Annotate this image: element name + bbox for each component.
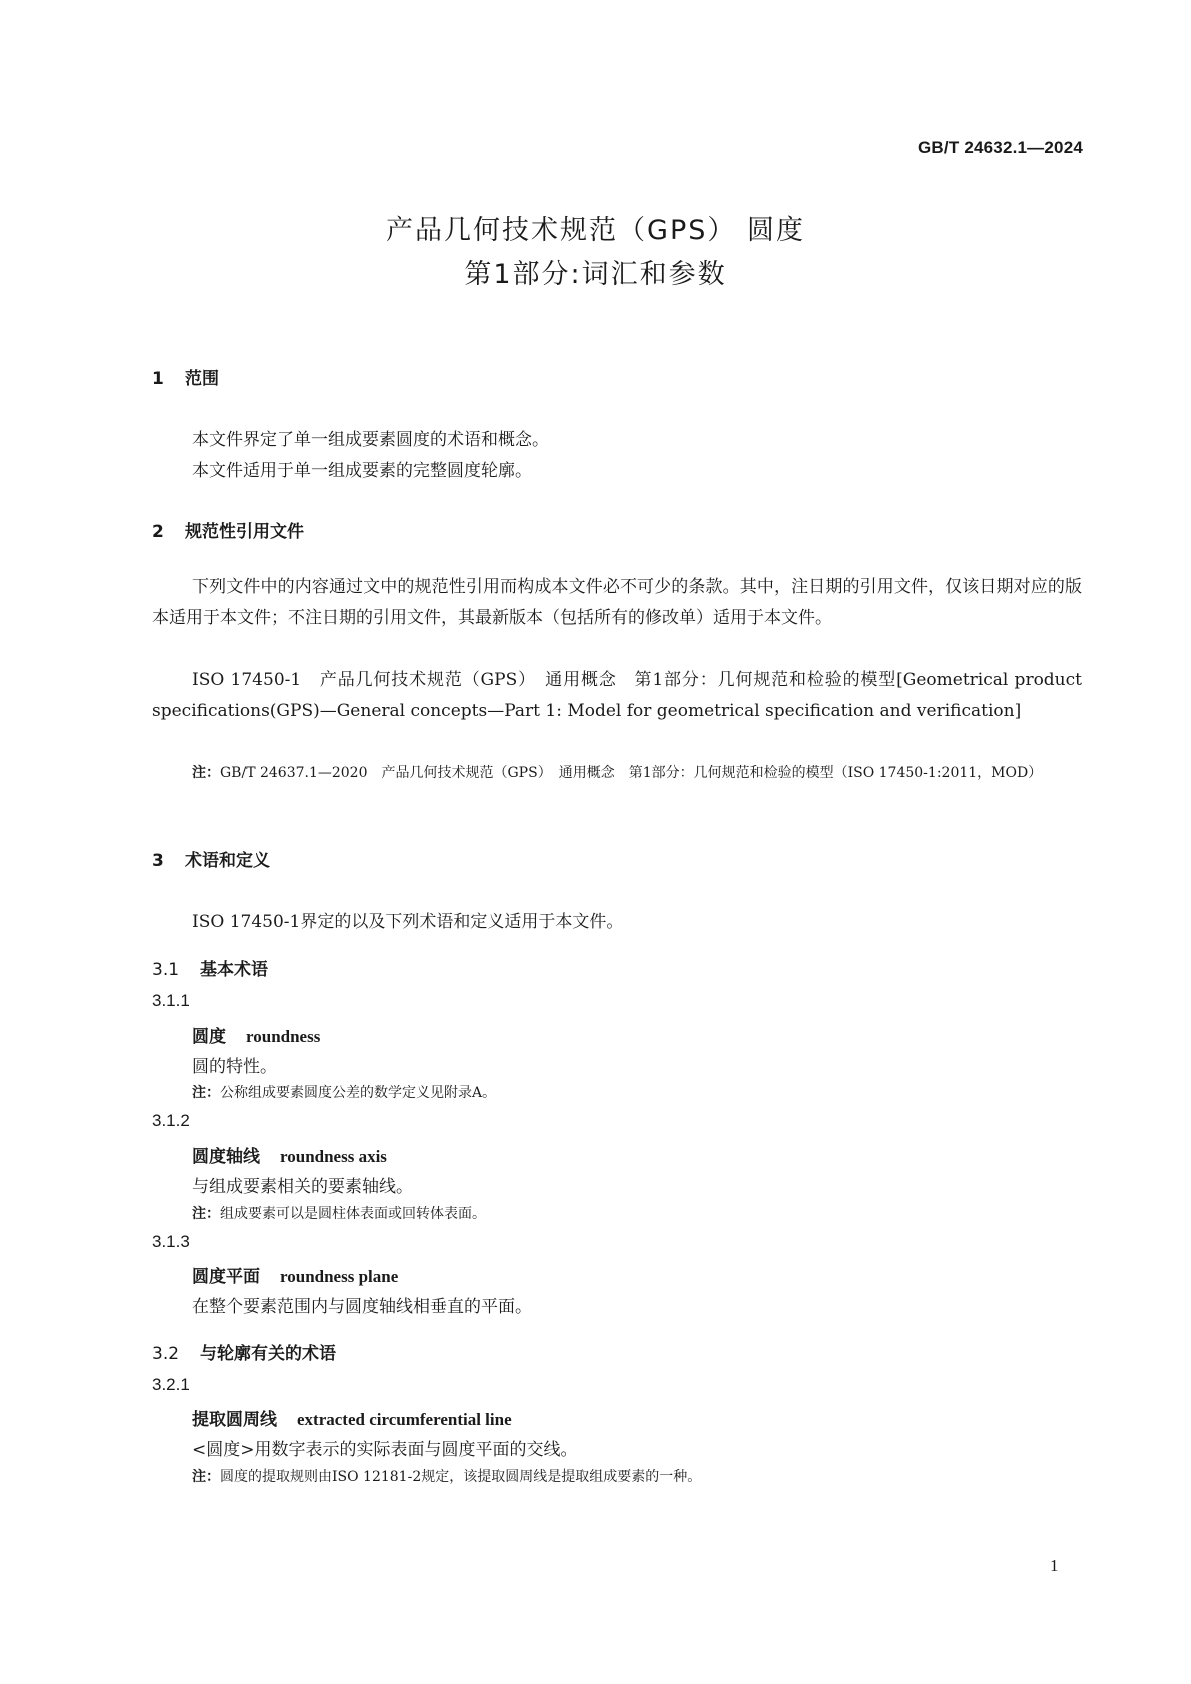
section-number: 3 [152, 851, 164, 871]
section-1-heading [152, 364, 219, 389]
section-number: 2 [152, 522, 164, 542]
paragraph: 本文件适用于单一组成要素的完整圆度轮廓。 [192, 461, 532, 481]
reference-note [192, 760, 1082, 786]
term-definition: 与组成要素相关的要素轴线。 [192, 1177, 413, 1197]
section-title: 术语和定义 [185, 851, 270, 871]
term-number: 3.2.1 [152, 1375, 190, 1394]
term-zh: 圆度平面 [192, 1267, 260, 1287]
note-label: 注： [192, 1085, 220, 1101]
term-note [192, 1082, 496, 1102]
note-text: 组成要素可以是圆柱体表面或回转体表面。 [220, 1206, 486, 1222]
subsection-title: 基本术语 [200, 960, 268, 980]
term-entry [192, 1142, 387, 1167]
term-zh: 圆度 [192, 1027, 226, 1047]
paragraph: 本文件界定了单一组成要素圆度的术语和概念。 [192, 430, 549, 450]
term-zh: 圆度轴线 [192, 1147, 260, 1167]
page-number: 1 [1050, 1556, 1059, 1575]
standard-number: GB/T 24632.1—2024 [918, 138, 1083, 157]
term-en: extracted circumferential line [297, 1410, 512, 1429]
document-title-line1: 产品几何技术规范（GPS） 圆度 [386, 215, 805, 246]
term-definition: <圆度>用数字表示的实际表面与圆度平面的交线。 [192, 1440, 578, 1460]
document-title-line2: 第1部分:词汇和参数 [464, 259, 727, 290]
term-definition: 在整个要素范围内与圆度轴线相垂直的平面。 [192, 1297, 532, 1317]
term-number: 3.1.2 [152, 1111, 190, 1130]
term-zh: 提取圆周线 [192, 1410, 277, 1430]
term-en: roundness [246, 1027, 321, 1046]
note-text: 圆度的提取规则由ISO 12181-2规定，该提取圆周线是提取组成要素的一种。 [220, 1469, 702, 1485]
paragraph: 下列文件中的内容通过文中的规范性引用而构成本文件必不可少的条款。其中，注日期的引用文件，仅该日期对应的版本适用于本文件；不注日期的引用文件，其最新版本（包括所有的修改单）适用于本文件。 [152, 577, 1082, 628]
term-entry [192, 1405, 512, 1430]
normative-reference: ISO 17450-1 产品几何技术规范（GPS） 通用概念 第1部分：几何规范和检验的模型[Geometrical product specifications(GPS)—General concepts—Part 1: Model for geometrical specification and verification] [152, 670, 1082, 721]
term-entry [192, 1262, 398, 1287]
paragraph: ISO 17450-1界定的以及下列术语和定义适用于本文件。 [192, 912, 624, 932]
term-entry [192, 1022, 320, 1047]
subsection-title: 与轮廓有关的术语 [200, 1344, 336, 1364]
note-label: 注： [192, 1206, 220, 1222]
term-definition: 圆的特性。 [192, 1057, 277, 1077]
subsection-3-2-heading [152, 1339, 336, 1364]
term-number: 3.1.1 [152, 991, 190, 1010]
subsection-3-1-heading [152, 955, 268, 980]
section-number: 1 [152, 369, 164, 389]
subsection-number: 3.1 [152, 960, 180, 980]
section-title: 范围 [185, 369, 219, 389]
section-2-heading [152, 517, 304, 542]
term-note [192, 1466, 701, 1486]
note-text: GB/T 24637.1—2020 产品几何技术规范（GPS） 通用概念 第1部分：几何规范和检验的模型（ISO 17450-1:2011，MOD） [220, 765, 1043, 781]
section-title: 规范性引用文件 [185, 522, 304, 542]
note-text: 公称组成要素圆度公差的数学定义见附录A。 [220, 1085, 497, 1101]
term-en: roundness axis [280, 1147, 387, 1166]
term-en: roundness plane [280, 1267, 399, 1286]
subsection-number: 3.2 [152, 1344, 180, 1364]
term-number: 3.1.3 [152, 1232, 190, 1251]
note-label: 注： [192, 765, 220, 781]
note-label: 注： [192, 1469, 220, 1485]
term-note [192, 1203, 486, 1223]
section-3-heading [152, 846, 270, 871]
